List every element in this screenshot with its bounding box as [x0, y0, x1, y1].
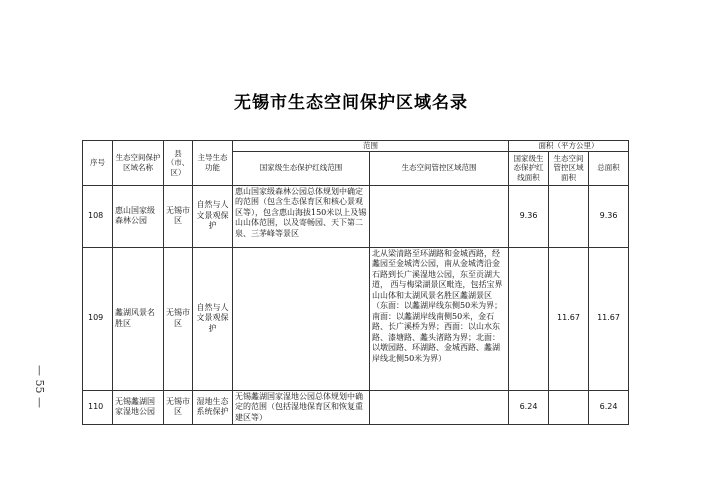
row-area-national	[509, 247, 549, 390]
row-function: 湿地生态系统保护	[193, 390, 233, 424]
row-seq: 109	[83, 247, 113, 390]
row-name: 惠山国家级森林公园	[113, 185, 164, 247]
row-name: 蠡湖风景名胜区	[113, 247, 164, 390]
row-area-control	[549, 185, 589, 247]
header-name: 生态空间保护区域名称	[113, 141, 164, 186]
page-number: — 55 —	[33, 364, 46, 408]
header-scope-national: 国家级生态保护红线范围	[233, 151, 370, 185]
header-area-group: 面积（平方公里）	[509, 141, 629, 152]
header-area-total: 总面积	[589, 151, 629, 185]
page-title: 无锡市生态空间保护区域名录	[234, 93, 468, 113]
row-function: 自然与人文景观保护	[193, 247, 233, 390]
row-name: 无锡蠡湖国家湿地公园	[113, 390, 164, 424]
row-seq: 110	[83, 390, 113, 424]
row-area-total: 9.36	[589, 185, 629, 247]
row-county: 无锡市区	[164, 390, 193, 424]
ecological-area-table	[82, 140, 629, 425]
row-scope-national: 无锡蠡湖国家湿地公园总体规划中确定的范围（包括湿地保育区和恢复重建区等）	[233, 390, 370, 424]
row-scope-national	[233, 247, 370, 390]
header-seq: 序号	[83, 141, 113, 186]
header-scope-group: 范围	[233, 141, 509, 152]
row-county: 无锡市区	[164, 247, 193, 390]
table-row	[83, 185, 629, 247]
row-area-control: 11.67	[549, 247, 589, 390]
row-scope-control: 北从梁清路至环湖路和金城西路，经蠡园至金城湾公园，南从金城湾沿金石路到长广溪湿地公园，东至贡湖大道， 西与梅梁湖景区毗连，包括宝界山山体和太湖风景名胜区蠡湖景区（东面：以蠡湖岸线东侧50米为界；南面：以蠡湖岸线南侧50米，金石路、长广溪桥为界；西面：以山水东路、漆塘路、蠡头渚路为界；北面：以墩园路、环湖路、金城西路、蠡湖岸线北侧50米为界）	[370, 247, 509, 390]
row-area-national: 6.24	[509, 390, 549, 424]
row-area-total: 11.67	[589, 247, 629, 390]
row-scope-control	[370, 185, 509, 247]
row-area-total: 6.24	[589, 390, 629, 424]
header-function: 主导生态功能	[193, 141, 233, 186]
row-scope-national: 惠山国家级森林公园总体规划中确定的范围（包含生态保育区和核心景观区等），包含惠山海拔150米以上及锡山山体范围，以及寄畅园、天下第二泉、三茅峰等景区	[233, 185, 370, 247]
row-county: 无锡市区	[164, 185, 193, 247]
table-row	[83, 390, 629, 424]
row-function: 自然与人文景观保护	[193, 185, 233, 247]
header-area-control: 生态空间管控区域面积	[549, 151, 589, 185]
row-seq: 108	[83, 185, 113, 247]
table-row	[83, 247, 629, 390]
header-scope-control: 生态空间管控区域范围	[370, 151, 509, 185]
row-area-national: 9.36	[509, 185, 549, 247]
header-county: 县（市、区）	[164, 141, 193, 186]
row-area-control	[549, 390, 589, 424]
header-area-national: 国家级生态保护红线面积	[509, 151, 549, 185]
row-scope-control	[370, 390, 509, 424]
